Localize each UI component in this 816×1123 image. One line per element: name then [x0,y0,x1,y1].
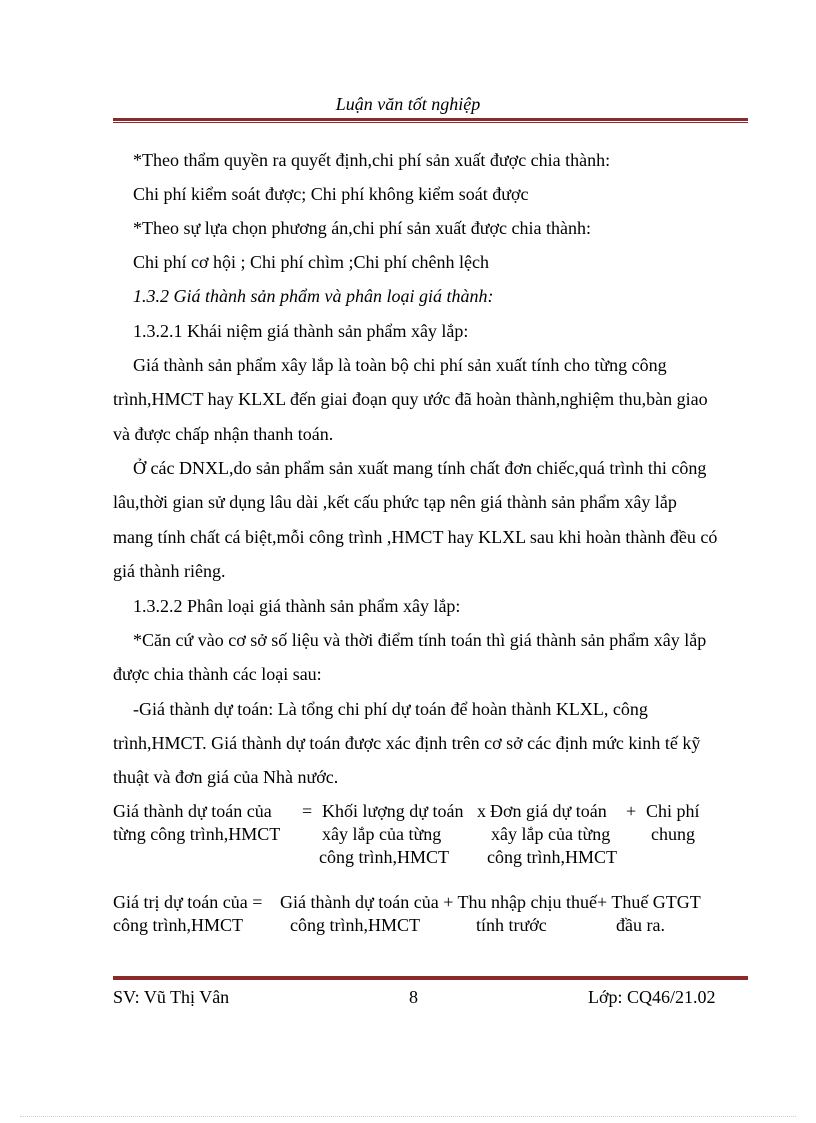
formula-term-3: Đơn giá dự toán [490,801,607,821]
section-heading: 1.3.2 Giá thành sản phẩm và phân loại giá thành: [133,286,494,306]
paragraph-line: *Căn cứ vào cơ sở số liệu và thời điểm tính toán thì giá thành sản phẩm xây lắp [133,630,707,650]
formula-rhs: Giá thành dự toán của + Thu nhập chịu thuế+ Thuế GTGT [280,892,701,912]
formula-term-3-line3: công trình,HMCT [487,847,617,867]
formula-rhs-line2-vat: đầu ra. [616,915,665,935]
paragraph-line: mang tính chất cá biệt,mỗi công trình ,HMCT hay KLXL sau khi hoàn thành đều có [113,527,718,547]
formula-lhs: Giá trị dự toán của = [113,892,263,912]
paragraph-line: *Theo sự lựa chọn phương án,chi phí sản xuất được chia thành: [133,218,591,238]
paragraph-line: Chi phí cơ hội ; Chi phí chìm ;Chi phí chênh lệch [133,252,489,272]
formula-term-2-line3: công trình,HMCT [319,847,449,867]
formula-term-3-line2: xây lắp của từng [491,824,611,844]
paragraph-line: được chia thành các loại sau: [113,664,322,684]
class-code: Lớp: CQ46/21.02 [588,987,716,1007]
formula-plus: + [626,801,637,821]
paragraph-line: Ở các DNXL,do sản phẩm sản xuất mang tính chất đơn chiếc,quá trình thi công [133,458,707,478]
paragraph-line: *Theo thẩm quyền ra quyết định,chi phí sản xuất được chia thành: [133,150,611,170]
header-title: Luận văn tốt nghiệp [335,94,481,114]
formula-term-1: Giá thành dự toán của [113,801,272,821]
formula-rhs-line2-tax: tính trước [476,915,547,935]
subsection-heading: 1.3.2.1 Khái niệm giá thành sản phẩm xây lắp: [133,321,469,341]
formula-equals: = [302,801,313,821]
paragraph-line: lâu,thời gian sử dụng lâu dài ,kết cấu phức tạp nên giá thành sản phẩm xây lắp [113,492,677,512]
header-rule [113,118,748,123]
formula-term-4-line2: chung [651,824,695,844]
formula-term-2-line2: xây lắp của từng [322,824,442,844]
subsection-heading: 1.3.2.2 Phân loại giá thành sản phẩm xây lắp: [133,596,461,616]
page-number: 8 [409,987,418,1007]
paragraph-line: giá thành riêng. [113,561,226,581]
paragraph-line: trình,HMCT. Giá thành dự toán được xác định trên cơ sở các định mức kinh tế kỹ [113,733,701,753]
paragraph-line: -Giá thành dự toán: Là tổng chi phí dự toán để hoàn thành KLXL, công [133,699,648,719]
paragraph-line: Chi phí kiểm soát được; Chi phí không kiểm soát được [133,184,529,204]
formula-rhs-line2: công trình,HMCT [290,915,420,935]
formula-times: x [477,801,486,821]
footer-rule [113,975,748,980]
student-name: SV: Vũ Thị Vân [113,987,230,1007]
formula-term-1-line2: từng công trình,HMCT [113,824,281,844]
page-border-dotted [20,1116,796,1117]
paragraph-line: trình,HMCT hay KLXL đến giai đoạn quy ước đã hoàn thành,nghiệm thu,bàn giao [113,389,708,409]
paragraph-line: Giá thành sản phẩm xây lắp là toàn bộ chi phí sản xuất tính cho từng công [133,355,667,375]
formula-term-4: Chi phí [646,801,700,821]
formula-lhs-line2: công trình,HMCT [113,915,243,935]
formula-term-2: Khối lượng dự toán [322,801,464,821]
paragraph-line: thuật và đơn giá của Nhà nước. [113,767,339,787]
paragraph-line: và được chấp nhận thanh toán. [113,424,334,444]
